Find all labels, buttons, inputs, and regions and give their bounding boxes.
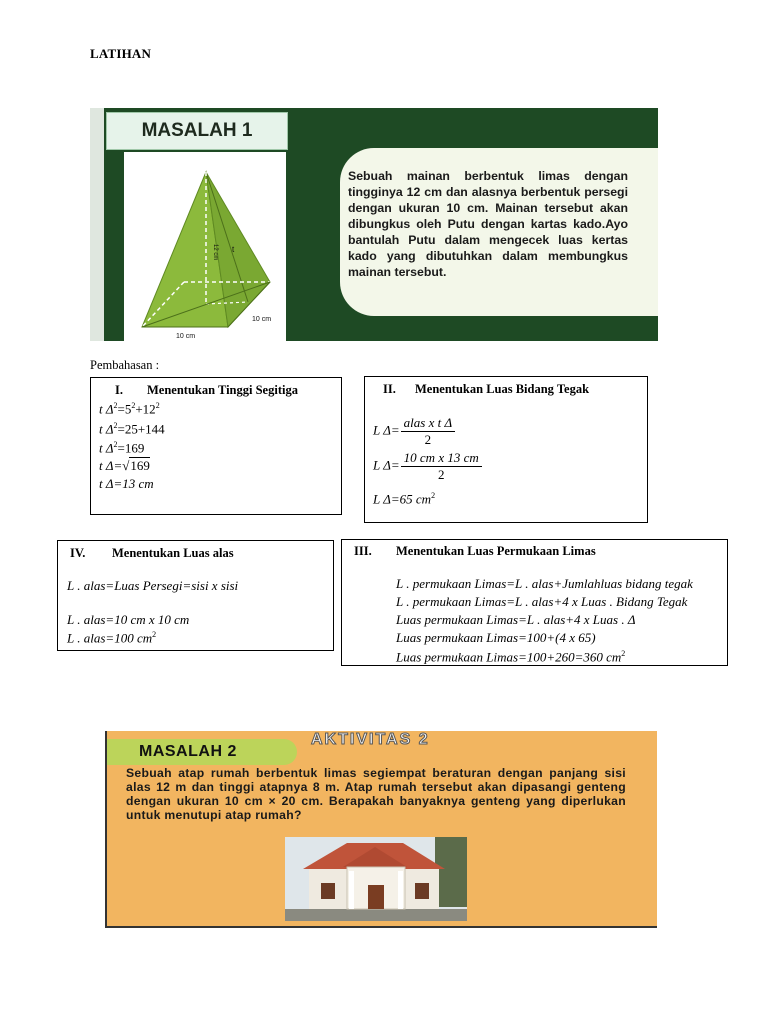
formula-line	[373, 415, 455, 448]
masalah-2-pill: MASALAH 2	[107, 739, 297, 765]
exponent: 2	[131, 401, 136, 410]
base-label: 10 cm	[176, 333, 196, 340]
fraction	[401, 450, 482, 483]
exponent: 2	[155, 401, 160, 410]
formula-part: t Δ	[99, 401, 114, 417]
formula-line	[373, 491, 435, 507]
exponent: 2	[152, 630, 157, 639]
box-heading-text: Menentukan Luas alas	[112, 546, 234, 560]
window	[321, 883, 335, 899]
exponent: 2	[621, 649, 626, 658]
window	[415, 883, 429, 899]
trees	[435, 837, 467, 907]
box-luas-permukaan	[341, 539, 728, 666]
house-photo	[285, 837, 467, 921]
formula-part: L Δ=65 cm	[373, 491, 432, 507]
radicand: 169	[130, 458, 150, 473]
box-number: I.	[115, 383, 123, 397]
exponent: 2	[431, 491, 436, 500]
formula-part: L . alas=100 cm	[67, 630, 153, 646]
box-tinggi-segitiga	[90, 377, 342, 515]
masalah-2-text: Sebuah atap rumah berbentuk limas segiempat beraturan dengan panjang sisi alas 12 m dan tinggi atapnya 8 m. Atap rumah tersebut akan dipasangi genteng dengan ukuran 10 cm × 20 cm. Berapakah banyaknya genteng yang diperlukan untuk menutupi atap rumah?	[126, 766, 626, 822]
side-label: 10 cm	[252, 316, 272, 323]
formula-part: =5	[117, 401, 132, 417]
formula-line: L . permukaan Limas=L . alas+4 x Luas . Bidang Tegak	[396, 594, 688, 609]
box-heading	[383, 382, 589, 397]
slant-label: t	[232, 245, 235, 254]
formula-part: t Δ	[99, 421, 114, 437]
box-heading-text: Menentukan Luas Bidang Tegak	[415, 382, 590, 396]
aktivitas-label: AKTIVITAS 2	[311, 731, 430, 748]
box-heading-text: Menentukan Tinggi Segitiga	[147, 383, 298, 397]
formula-part: t Δ=	[99, 458, 123, 473]
denominator: 2	[424, 432, 432, 447]
formula-line: t Δ=13 cm	[99, 476, 154, 491]
house-illustration	[285, 837, 467, 921]
formula-line	[99, 401, 160, 417]
masalah-1-tab: MASALAH 1	[106, 112, 288, 150]
numerator: 10 cm x 13 cm	[401, 450, 482, 467]
formula-line: L . alas=Luas Persegi=sisi x sisi	[67, 578, 239, 593]
door	[368, 885, 384, 909]
box-heading	[115, 383, 298, 398]
masalah-2-banner	[105, 731, 657, 928]
pillar	[398, 871, 403, 909]
pyramid-figure	[124, 152, 286, 341]
banner-edge	[90, 108, 104, 341]
formula-part: =25+144	[117, 421, 165, 437]
ground	[285, 909, 467, 921]
numerator: alas x t Δ	[401, 415, 455, 432]
exponent: 2	[113, 421, 118, 430]
pembahasan-label: Pembahasan :	[90, 358, 160, 372]
formula-part: L Δ=	[373, 422, 400, 438]
formula-line	[373, 450, 482, 483]
formula-line: t Δ=√169	[99, 458, 150, 473]
formula-line	[99, 421, 165, 437]
pyramid-illustration	[124, 152, 286, 341]
formula-line	[67, 630, 156, 646]
formula-line: Luas permukaan Limas=L . alas+4 x Luas . Δ	[396, 612, 636, 627]
exponent: 2	[113, 401, 118, 410]
formula-line	[396, 649, 625, 665]
page-title: LATIHAN	[90, 46, 152, 61]
formula-line: L . alas=10 cm x 10 cm	[67, 612, 190, 627]
formula-part: +12	[135, 401, 156, 417]
formula-part: Luas permukaan Limas=100+260=360 cm	[396, 649, 622, 665]
denominator: 2	[437, 467, 445, 482]
box-number: II.	[383, 382, 396, 396]
fraction	[401, 415, 455, 448]
formula-part: L Δ=	[373, 457, 400, 473]
formula-line: Luas permukaan Limas=100+(4 x 65)	[396, 630, 596, 645]
box-heading-text: Menentukan Luas Permukaan Limas	[396, 544, 596, 558]
masalah-1-banner	[90, 108, 658, 341]
exponent: 2	[113, 440, 118, 449]
box-heading	[354, 544, 596, 559]
formula-line: L . permukaan Limas=L . alas+Jumlahluas bidang tegak	[396, 576, 693, 591]
masalah-1-text: Sebuah mainan berbentuk limas dengan tingginya 12 cm dan alasnya berbentuk persegi dengan ukuran 10 cm. Mainan tersebut akan dibungkus oleh Putu dengan kartas kado.Ayo bantulah Putu dalam mengecek luas kertas kado yang dibutuhkan dalam membungkus mainan tersebut.	[348, 169, 628, 279]
formula-part: t Δ	[99, 440, 114, 456]
height-label: 12 cm	[212, 244, 218, 261]
box-number: III.	[354, 544, 372, 558]
box-heading	[70, 546, 234, 561]
formula-part: =169	[117, 440, 145, 456]
box-luas-bidang-tegak	[364, 376, 648, 523]
formula-line	[99, 440, 144, 456]
box-number: IV.	[70, 546, 86, 560]
pillar	[349, 871, 354, 909]
box-luas-alas	[57, 540, 334, 651]
